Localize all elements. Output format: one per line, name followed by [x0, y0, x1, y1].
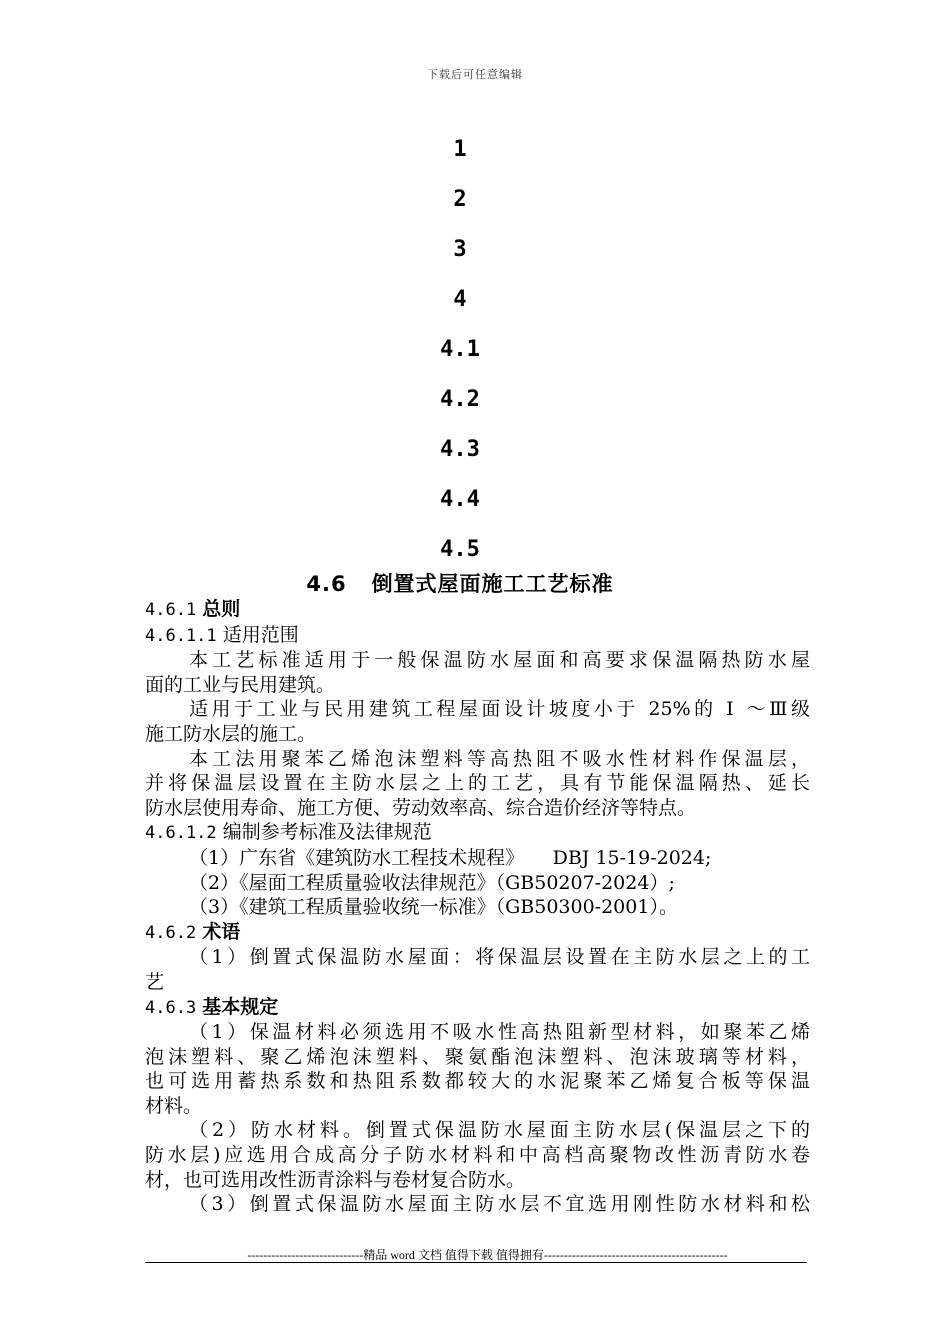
table-of-contents: [0, 132, 920, 582]
paragraph-line: 本工法用聚苯乙烯泡沫塑料等高热阻不吸水性材料作保温层，: [189, 747, 810, 770]
paragraph-line: （3）倒置式保温防水屋面主防水层不宜选用刚性防水材料和松: [189, 1193, 810, 1216]
paragraph-line: （2）防水材料。倒置式保温防水屋面主防水层(保温层之下的: [189, 1119, 810, 1142]
heading-text: 编制参考标准及法律规范: [222, 821, 432, 844]
reference-item: （2）《屋面工程质量验收法律规范》（GB50207-2024）;: [189, 871, 675, 894]
toc-entry: 4.5: [440, 537, 480, 562]
paragraph-line: 材料。: [145, 1094, 203, 1117]
heading-4-6-1: [145, 597, 810, 623]
heading-number: 4.6.1.1: [145, 625, 217, 646]
paragraph-line: 泡沫塑料、聚乙烯泡沫塑料、聚氨酯泡沫塑料、泡沫玻璃等材料，: [145, 1045, 810, 1068]
heading-text: 总则: [202, 598, 241, 620]
page-header-note: 下载后可任意编辑: [427, 68, 523, 81]
paragraph-line: （1）保温材料必须选用不吸水性高热阻新型材料，如聚苯乙烯: [189, 1021, 810, 1044]
heading-text: 适用范围: [222, 623, 299, 646]
paragraph-line: 材，也可选用改性沥青涂料与卷材复合防水。: [145, 1168, 526, 1191]
paragraph-line: 防水层使用寿命、施工方便、劳动效率高、综合造价经济等特点。: [145, 796, 697, 819]
paragraph-line: 施工防水层的施工。: [145, 722, 317, 745]
heading-4-6-1-2: [145, 820, 810, 846]
heading-number: 4.6.2: [145, 922, 197, 943]
paragraph-line: （1）倒置式保温防水屋面：将保温层设置在主防水层之上的工: [189, 946, 810, 969]
paragraph-line: 本工艺标准适用于一般保温防水屋面和高要求保温隔热防水屋: [189, 649, 810, 672]
paragraph-line: 面的工业与民用建筑。: [145, 673, 336, 696]
toc-entry: 4.1: [440, 337, 480, 362]
paragraph-line: 适用于工业与民用建筑工程屋面设计坡度小于 25%的 Ⅰ ～Ⅲ级: [189, 698, 810, 721]
toc-entry: 4.4: [440, 487, 480, 512]
heading-text: 术语: [202, 920, 241, 943]
toc-entry: 2: [453, 187, 467, 212]
document-body: [145, 597, 810, 1217]
heading-text: 基本规定: [202, 995, 279, 1018]
toc-entry: 4.3: [440, 437, 480, 462]
section-title-text: 倒置式屋面施工工艺标准: [371, 572, 614, 596]
toc-entry: 4: [453, 287, 467, 312]
heading-number: 4.6.3: [145, 997, 197, 1018]
paragraph-line: 艺: [145, 970, 165, 993]
toc-entry: 4.2: [440, 387, 480, 412]
paragraph-line: 也可选用蓄热系数和热阻系数都较大的水泥聚苯乙烯复合板等保温: [145, 1070, 810, 1093]
heading-4-6-2: [145, 920, 810, 946]
toc-entry: 1: [453, 137, 467, 162]
paragraph-line: 并将保温层设置在主防水层之上的工艺，具有节能保温隔热、延长: [145, 772, 810, 795]
heading-number: 4.6.1.2: [145, 823, 217, 844]
section-title: [0, 568, 920, 598]
heading-4-6-3: [145, 995, 810, 1021]
heading-4-6-1-1: [145, 623, 810, 649]
toc-entry: 3: [453, 237, 467, 262]
heading-number: 4.6.1: [145, 600, 197, 620]
paragraph-line: 防水层)应选用合成高分子防水材料和中高档高聚物改性沥青防水卷: [145, 1144, 810, 1167]
reference-item: （1）广东省《建筑防水工程技术规程》 DBJ 15-19-2024;: [189, 846, 712, 869]
reference-item: （3）《建筑工程质量验收统一标准》（GB50300-2001）。: [189, 896, 678, 919]
section-number: 4.6: [306, 572, 347, 596]
page-footer-note: -----------------------------精品 word 文档 值得下载 值得拥有----------------------------------------------: [247, 1248, 728, 1262]
footer-divider: [145, 1262, 807, 1263]
